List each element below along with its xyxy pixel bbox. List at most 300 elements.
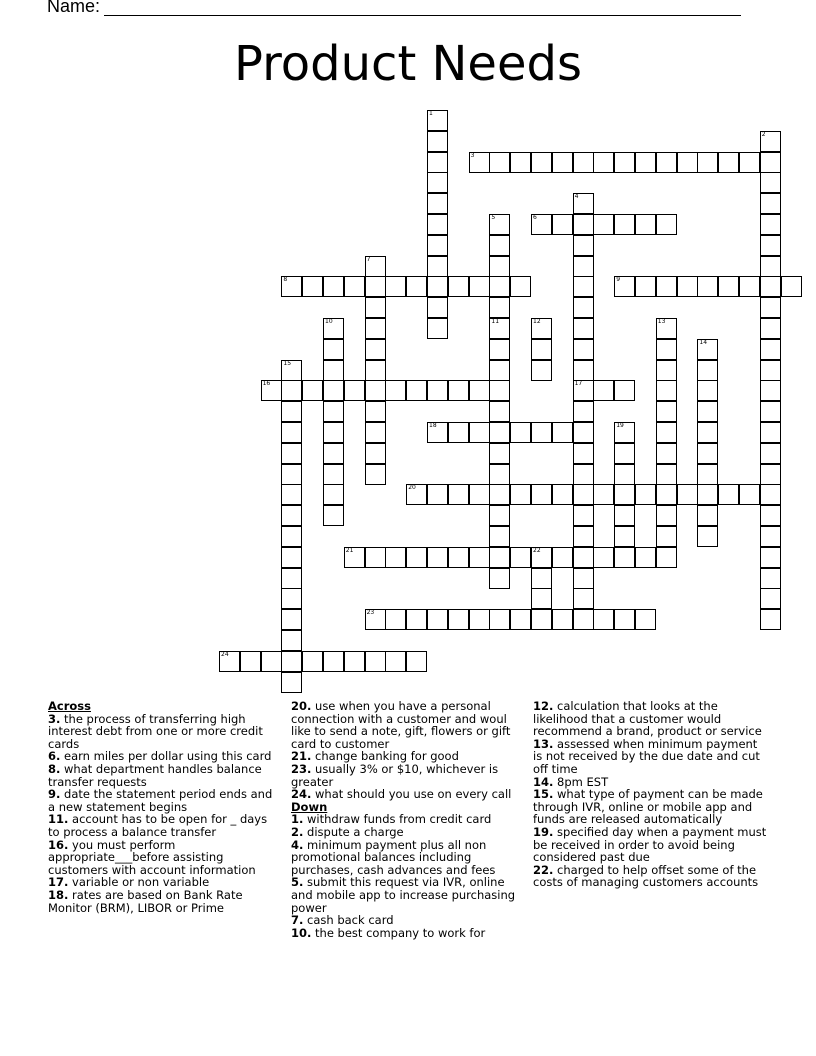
grid-cell[interactable]	[760, 256, 781, 277]
clues-column-2	[291, 700, 519, 939]
grid-cell[interactable]	[614, 380, 635, 401]
grid-cell[interactable]	[427, 214, 448, 235]
grid-cell[interactable]	[469, 484, 490, 505]
down-clue	[533, 738, 769, 776]
grid-cell[interactable]	[344, 276, 365, 297]
clue-number: 20.	[291, 699, 312, 713]
grid-cell[interactable]	[760, 339, 781, 360]
grid-cell[interactable]	[281, 526, 302, 547]
grid-cell[interactable]	[510, 484, 531, 505]
across-clue	[48, 813, 276, 838]
grid-cell[interactable]	[573, 609, 594, 630]
grid-cell[interactable]	[281, 505, 302, 526]
grid-cell[interactable]	[510, 547, 531, 568]
grid-cell[interactable]	[302, 276, 323, 297]
grid-cell[interactable]	[593, 380, 614, 401]
clue-number-label: 7	[366, 255, 371, 263]
grid-cell[interactable]	[323, 505, 344, 526]
grid-cell[interactable]	[573, 505, 594, 526]
grid-cell[interactable]	[448, 276, 469, 297]
grid-cell[interactable]	[531, 484, 552, 505]
grid-cell[interactable]	[323, 443, 344, 464]
grid-cell[interactable]	[573, 588, 594, 609]
clue-number: 17.	[48, 875, 69, 890]
grid-cell[interactable]	[281, 672, 302, 693]
grid-cell[interactable]	[531, 568, 552, 589]
grid-cell[interactable]	[760, 422, 781, 443]
grid-cell[interactable]	[281, 630, 302, 651]
grid-cell[interactable]	[760, 318, 781, 339]
clue-number-label: 11	[491, 318, 500, 325]
grid-cell[interactable]	[427, 235, 448, 256]
down-clue	[291, 927, 519, 940]
grid-cell[interactable]	[531, 360, 552, 381]
grid-cell[interactable]	[510, 276, 531, 297]
grid-cell[interactable]	[323, 380, 344, 401]
grid-cell[interactable]	[697, 422, 718, 443]
clue-number-label: 13	[657, 318, 666, 325]
grid-cell[interactable]	[427, 172, 448, 193]
grid-cell[interactable]	[656, 464, 677, 485]
grid-cell[interactable]	[323, 360, 344, 381]
grid-cell[interactable]	[677, 484, 698, 505]
grid-cell[interactable]	[323, 401, 344, 422]
grid-cell[interactable]	[656, 526, 677, 547]
grid-cell[interactable]	[365, 651, 386, 672]
grid-cell[interactable]	[573, 422, 594, 443]
grid-cell[interactable]	[760, 214, 781, 235]
clue-text: account has to be open for _ days to process a balance transfer	[48, 812, 268, 839]
grid-cell[interactable]	[552, 214, 573, 235]
grid-cell[interactable]	[656, 401, 677, 422]
grid-cell[interactable]	[573, 568, 594, 589]
clue-number: 6.	[48, 749, 61, 764]
across-clue	[48, 839, 276, 877]
grid-cell[interactable]	[552, 609, 573, 630]
grid-cell[interactable]	[573, 318, 594, 339]
grid-cell[interactable]	[427, 380, 448, 401]
grid-cell[interactable]	[489, 152, 510, 173]
grid-cell[interactable]	[614, 547, 635, 568]
grid-cell[interactable]	[489, 276, 510, 297]
clue-text: cash back card	[303, 913, 394, 928]
grid-cell[interactable]	[448, 609, 469, 630]
grid-cell[interactable]	[760, 609, 781, 630]
grid-cell[interactable]	[614, 609, 635, 630]
grid-cell[interactable]	[760, 193, 781, 214]
grid-cell[interactable]	[656, 339, 677, 360]
clue-text: you must perform appropriate___before assisting customers with account information	[48, 837, 256, 877]
clue-number-label: 20	[408, 484, 416, 492]
grid-cell[interactable]	[302, 651, 323, 672]
grid-cell[interactable]	[593, 609, 614, 630]
grid-cell[interactable]	[427, 318, 448, 339]
grid-cell[interactable]	[760, 172, 781, 193]
grid-cell[interactable]	[344, 651, 365, 672]
grid-cell[interactable]	[510, 422, 531, 443]
grid-cell[interactable]	[656, 422, 677, 443]
grid-cell[interactable]	[365, 339, 386, 360]
grid-cell[interactable]	[427, 609, 448, 630]
clue-number: 14.	[533, 774, 554, 789]
grid-cell[interactable]	[240, 651, 261, 672]
grid-cell[interactable]	[697, 505, 718, 526]
clue-number-label: 19	[616, 422, 624, 429]
grid-cell[interactable]	[489, 422, 510, 443]
grid-cell[interactable]	[760, 235, 781, 256]
clue-number: 9.	[48, 787, 61, 802]
grid-cell[interactable]	[261, 651, 282, 672]
clue-text: usually 3% or $10, whichever is greater	[291, 761, 499, 789]
grid-cell[interactable]	[697, 360, 718, 381]
grid-cell[interactable]	[448, 484, 469, 505]
clues-column-1	[48, 700, 276, 914]
grid-cell[interactable]	[760, 380, 781, 401]
grid-cell[interactable]	[385, 547, 406, 568]
clue-text: the best company to work for	[311, 925, 486, 940]
grid-cell[interactable]	[531, 152, 552, 173]
down-clue-list	[291, 813, 519, 939]
grid-cell[interactable]	[573, 464, 594, 485]
clue-text: submit this request via IVR, online and mobile app to increase purchasing power	[291, 875, 516, 915]
grid-cell[interactable]	[406, 651, 427, 672]
grid-cell[interactable]	[760, 297, 781, 318]
clue-number: 16.	[48, 837, 69, 852]
grid-cell[interactable]	[656, 484, 677, 505]
grid-cell[interactable]	[281, 401, 302, 422]
grid-cell[interactable]	[365, 297, 386, 318]
grid-cell[interactable]	[760, 464, 781, 485]
grid-cell[interactable]	[656, 380, 677, 401]
grid-cell[interactable]	[531, 339, 552, 360]
grid-cell[interactable]	[573, 152, 594, 173]
grid-cell[interactable]	[614, 152, 635, 173]
grid-cell[interactable]	[760, 401, 781, 422]
grid-cell[interactable]	[718, 276, 739, 297]
clue-number-label: 15	[283, 359, 292, 367]
clue-text: the process of transferring high interest debt from one or more credit cards	[48, 711, 263, 751]
down-clue	[533, 864, 769, 889]
grid-cell[interactable]	[718, 152, 739, 173]
grid-cell[interactable]	[406, 547, 427, 568]
grid-cell[interactable]	[635, 152, 656, 173]
down-clue	[533, 700, 769, 738]
grid-cell[interactable]	[323, 276, 344, 297]
grid-cell[interactable]	[281, 568, 302, 589]
grid-cell[interactable]	[656, 360, 677, 381]
grid-cell[interactable]	[697, 443, 718, 464]
grid-cell[interactable]	[552, 152, 573, 173]
grid-cell[interactable]	[573, 297, 594, 318]
clue-text: dispute a charge	[303, 824, 404, 839]
grid-cell[interactable]	[406, 276, 427, 297]
clue-number: 12.	[533, 699, 554, 713]
grid-cell[interactable]	[677, 152, 698, 173]
clue-text: minimum payment plus all non promotional balances including purchases, cash advances and fees	[291, 837, 496, 877]
clue-text: use when you have a personal connection with a customer and woul like to send a note, gift, flowers or gift card to customer	[291, 699, 511, 751]
grid-cell[interactable]	[697, 380, 718, 401]
grid-cell[interactable]	[302, 380, 323, 401]
grid-cell[interactable]	[469, 609, 490, 630]
clue-number-label: 10	[325, 318, 333, 325]
grid-cell[interactable]	[760, 505, 781, 526]
clue-text: charged to help offset some of the costs of managing customers accounts	[533, 862, 759, 890]
grid-cell[interactable]	[760, 588, 781, 609]
clue-number: 3.	[48, 711, 61, 726]
grid-cell[interactable]	[739, 152, 760, 173]
grid-cell[interactable]	[593, 484, 614, 505]
grid-cell[interactable]	[635, 214, 656, 235]
grid-cell[interactable]	[406, 609, 427, 630]
clue-number-label: 17	[574, 380, 583, 388]
grid-cell[interactable]	[385, 651, 406, 672]
clue-text: what department handles balance transfer requests	[48, 761, 262, 789]
across-clue	[48, 713, 276, 751]
grid-cell[interactable]	[739, 484, 760, 505]
grid-cell[interactable]	[573, 256, 594, 277]
grid-cell[interactable]	[573, 360, 594, 381]
grid-cell[interactable]	[573, 214, 594, 235]
clue-number: 18.	[48, 887, 69, 902]
clue-text: calculation that looks at the likelihood that a customer would recommend a brand, product or service	[533, 699, 762, 739]
clue-text: assessed when minimum payment is not received by the due date and cut off time	[533, 736, 760, 776]
grid-cell[interactable]	[365, 443, 386, 464]
grid-cell[interactable]	[760, 276, 781, 297]
grid-cell[interactable]	[489, 360, 510, 381]
grid-cell[interactable]	[552, 422, 573, 443]
grid-cell[interactable]	[323, 339, 344, 360]
clue-text: 8pm EST	[553, 774, 609, 789]
grid-cell[interactable]	[531, 609, 552, 630]
grid-cell[interactable]	[656, 443, 677, 464]
grid-cell[interactable]	[635, 547, 656, 568]
down-heading: Down	[291, 799, 328, 814]
grid-cell[interactable]	[677, 276, 698, 297]
clue-number: 11.	[48, 812, 69, 827]
grid-cell[interactable]	[469, 547, 490, 568]
clue-number-label: 16	[262, 380, 271, 388]
grid-cell[interactable]	[323, 484, 344, 505]
clue-number: 4.	[291, 837, 304, 852]
clue-number: 8.	[48, 761, 61, 776]
grid-cell[interactable]	[656, 547, 677, 568]
grid-cell[interactable]	[656, 505, 677, 526]
clue-text: earn miles per dollar using this card	[60, 749, 272, 764]
grid-cell[interactable]	[489, 484, 510, 505]
grid-cell[interactable]	[656, 214, 677, 235]
grid-cell[interactable]	[760, 547, 781, 568]
grid-cell[interactable]	[448, 422, 469, 443]
grid-cell[interactable]	[489, 568, 510, 589]
across-clue	[291, 788, 519, 801]
clue-number-label: 3	[470, 151, 475, 159]
across-heading: Across	[48, 699, 91, 713]
grid-cell[interactable]	[323, 422, 344, 443]
grid-cell[interactable]	[760, 568, 781, 589]
grid-cell[interactable]	[489, 443, 510, 464]
grid-cell[interactable]	[281, 588, 302, 609]
grid-cell[interactable]	[635, 276, 656, 297]
grid-cell[interactable]	[448, 547, 469, 568]
grid-cell[interactable]	[552, 547, 573, 568]
grid-cell[interactable]	[573, 484, 594, 505]
grid-cell[interactable]	[614, 214, 635, 235]
grid-cell[interactable]	[281, 422, 302, 443]
grid-cell[interactable]	[656, 276, 677, 297]
grid-cell[interactable]	[739, 276, 760, 297]
grid-cell[interactable]	[573, 526, 594, 547]
clue-text: rates are based on Bank Rate Monitor (BRM), LIBOR or Prime	[48, 887, 243, 915]
grid-cell[interactable]	[281, 651, 302, 672]
name-label: Name:	[47, 0, 101, 16]
grid-cell[interactable]	[489, 401, 510, 422]
grid-cell[interactable]	[365, 547, 386, 568]
grid-cell[interactable]	[489, 526, 510, 547]
grid-cell[interactable]	[489, 547, 510, 568]
grid-cell[interactable]	[573, 276, 594, 297]
down-clue	[533, 788, 769, 826]
grid-cell[interactable]	[760, 152, 781, 173]
grid-cell[interactable]	[697, 526, 718, 547]
grid-cell[interactable]	[760, 443, 781, 464]
grid-cell[interactable]	[614, 443, 635, 464]
grid-cell[interactable]	[365, 464, 386, 485]
grid-cell[interactable]	[365, 380, 386, 401]
grid-cell[interactable]	[697, 484, 718, 505]
grid-cell[interactable]	[573, 339, 594, 360]
grid-cell[interactable]	[427, 152, 448, 173]
grid-cell[interactable]	[385, 609, 406, 630]
grid-cell[interactable]	[489, 609, 510, 630]
grid-cell[interactable]	[760, 526, 781, 547]
grid-cell[interactable]	[489, 505, 510, 526]
grid-cell[interactable]	[469, 422, 490, 443]
grid-cell[interactable]	[281, 443, 302, 464]
grid-cell[interactable]	[427, 256, 448, 277]
grid-cell[interactable]	[427, 547, 448, 568]
grid-cell[interactable]	[385, 276, 406, 297]
grid-cell[interactable]	[365, 318, 386, 339]
clue-number-label: 23	[366, 609, 375, 617]
grid-cell[interactable]	[718, 484, 739, 505]
grid-cell[interactable]	[469, 380, 490, 401]
grid-cell[interactable]	[635, 609, 656, 630]
grid-cell[interactable]	[489, 256, 510, 277]
down-clue	[291, 876, 519, 914]
grid-cell[interactable]	[365, 360, 386, 381]
grid-cell[interactable]	[697, 276, 718, 297]
clue-text: change banking for good	[311, 749, 459, 764]
clue-text: specified day when a payment must be received in order to avoid being considered past due	[533, 824, 767, 865]
grid-cell[interactable]	[573, 235, 594, 256]
clue-number: 22.	[533, 862, 554, 877]
clue-number: 13.	[533, 736, 554, 751]
grid-cell[interactable]	[760, 360, 781, 381]
grid-cell[interactable]	[427, 297, 448, 318]
grid-cell[interactable]	[365, 422, 386, 443]
grid-cell[interactable]	[573, 547, 594, 568]
grid-cell[interactable]	[656, 152, 677, 173]
down-clue	[533, 826, 769, 864]
clue-number: 21.	[291, 749, 312, 764]
grid-cell[interactable]	[281, 609, 302, 630]
across-clue	[291, 763, 519, 788]
clue-text: withdraw funds from credit card	[303, 812, 492, 827]
grid-cell[interactable]	[697, 464, 718, 485]
grid-cell[interactable]	[531, 588, 552, 609]
grid-cell[interactable]	[489, 380, 510, 401]
down-clue	[291, 839, 519, 877]
clue-number: 10.	[291, 925, 312, 940]
grid-cell[interactable]	[573, 443, 594, 464]
clue-number: 24.	[291, 787, 312, 802]
grid-cell[interactable]	[635, 484, 656, 505]
grid-cell[interactable]	[614, 464, 635, 485]
clue-number-label: 14	[699, 338, 708, 346]
grid-cell[interactable]	[281, 380, 302, 401]
grid-cell[interactable]	[510, 609, 531, 630]
clue-number: 19.	[533, 824, 554, 839]
grid-cell[interactable]	[448, 380, 469, 401]
grid-cell[interactable]	[469, 276, 490, 297]
grid-cell[interactable]	[614, 484, 635, 505]
grid-cell[interactable]	[531, 422, 552, 443]
grid-cell[interactable]	[760, 484, 781, 505]
grid-cell[interactable]	[510, 152, 531, 173]
grid-cell[interactable]	[323, 464, 344, 485]
clue-number-label: 1	[429, 110, 433, 117]
grid-cell[interactable]	[406, 380, 427, 401]
clue-number-label: 21	[345, 546, 354, 554]
grid-cell[interactable]	[489, 339, 510, 360]
grid-cell[interactable]	[427, 131, 448, 152]
grid-cell[interactable]	[593, 152, 614, 173]
grid-cell[interactable]	[697, 401, 718, 422]
grid-cell[interactable]	[344, 380, 365, 401]
clue-number: 1.	[291, 812, 304, 827]
clue-number: 7.	[291, 913, 304, 928]
grid-cell[interactable]	[427, 484, 448, 505]
grid-cell[interactable]	[614, 505, 635, 526]
grid-cell[interactable]	[281, 547, 302, 568]
grid-cell[interactable]	[323, 651, 344, 672]
grid-cell[interactable]	[427, 276, 448, 297]
grid-cell[interactable]	[593, 214, 614, 235]
clue-number: 2.	[291, 824, 304, 839]
grid-cell[interactable]	[489, 297, 510, 318]
across-clue	[48, 788, 276, 813]
across-clue	[291, 700, 519, 750]
clue-number-label: 12	[533, 318, 541, 325]
clue-number-label: 8	[283, 276, 288, 284]
grid-cell[interactable]	[281, 484, 302, 505]
grid-cell[interactable]	[385, 380, 406, 401]
clue-number-label: 18	[429, 422, 437, 429]
grid-cell[interactable]	[593, 547, 614, 568]
grid-cell[interactable]	[489, 464, 510, 485]
grid-cell[interactable]	[697, 152, 718, 173]
grid-cell[interactable]	[489, 235, 510, 256]
grid-cell[interactable]	[365, 401, 386, 422]
grid-cell[interactable]	[427, 193, 448, 214]
grid-cell[interactable]	[573, 401, 594, 422]
grid-cell[interactable]	[552, 484, 573, 505]
grid-cell[interactable]	[281, 464, 302, 485]
down-clue-list-continued	[533, 700, 769, 889]
grid-cell[interactable]	[781, 276, 802, 297]
grid-cell[interactable]	[614, 526, 635, 547]
grid-cell[interactable]	[365, 276, 386, 297]
